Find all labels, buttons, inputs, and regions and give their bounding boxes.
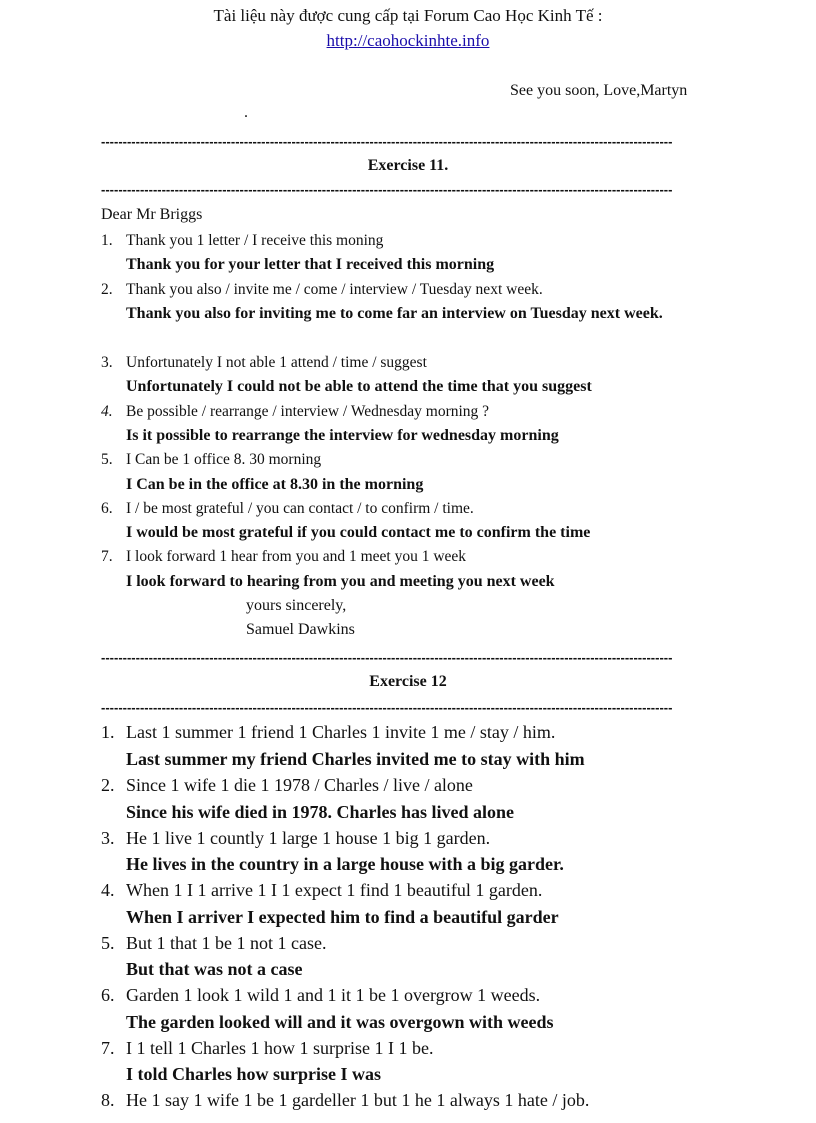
item-answer: I would be most grateful if you could contact me to confirm the time [126, 524, 591, 541]
item-prompt: He 1 say 1 wife 1 be 1 gardeller 1 but 1 he 1 always 1 hate / job. [126, 1090, 590, 1110]
item-number: 5. [101, 933, 115, 953]
item-prompt: But 1 that 1 be 1 not 1 case. [126, 933, 327, 953]
item-prompt: Thank you 1 letter / I receive this moning [126, 232, 384, 249]
item-prompt: He 1 live 1 countly 1 large 1 house 1 big 1 garden. [126, 828, 491, 848]
item-number: 3. [101, 828, 115, 848]
item-number: 7. [101, 548, 113, 565]
item-prompt: I look forward 1 hear from you and 1 meet you 1 week [126, 548, 467, 565]
divider: ------------------------------------------------------------------------------------------------------------------------------------ [101, 134, 673, 149]
forum-link-row [0, 31, 816, 51]
item-answer: Last summer my friend Charles invited me to stay with him [126, 749, 585, 769]
item-answer: Thank you also for inviting me to come far an interview on Tuesday next week. [126, 305, 663, 322]
item-number: 4. [101, 403, 113, 420]
item-answer: But that was not a case [126, 959, 303, 979]
item-prompt: Unfortunately I not able 1 attend / time / suggest [126, 354, 427, 371]
item-number: 6. [101, 500, 113, 517]
divider: ------------------------------------------------------------------------------------------------------------------------------------ [101, 700, 673, 715]
item-prompt: Garden 1 look 1 wild 1 and 1 it 1 be 1 overgrow 1 weeds. [126, 985, 541, 1005]
item-answer: I look forward to hearing from you and meeting you next week [126, 573, 555, 590]
item-prompt: When 1 I 1 arrive 1 I 1 expect 1 find 1 beautiful 1 garden. [126, 880, 543, 900]
exercise-12-title: Exercise 12 [369, 673, 447, 690]
item-prompt: Last 1 summer 1 friend 1 Charles 1 invite 1 me / stay / him. [126, 722, 556, 742]
item-answer: Since his wife died in 1978. Charles has lived alone [126, 802, 515, 822]
divider: ------------------------------------------------------------------------------------------------------------------------------------ [101, 182, 673, 197]
item-answer: When I arriver I expected him to find a beautiful garder [126, 907, 559, 927]
item-prompt: Be possible / rearrange / interview / Wednesday morning ? [126, 403, 490, 420]
letter-closing: yours sincerely, [246, 597, 347, 614]
item-number: 6. [101, 985, 115, 1005]
item-number: 5. [101, 451, 113, 468]
item-number: 4. [101, 880, 115, 900]
forum-link[interactable]: http://caohockinhte.info [326, 31, 490, 50]
item-answer: Is it possible to rearrange the interview for wednesday morning [126, 427, 559, 444]
exercise-11-title: Exercise 11. [367, 157, 449, 174]
item-prompt: I / be most grateful / you can contact / to confirm / time. [126, 500, 474, 517]
stray-dot: . [244, 104, 248, 121]
item-prompt: I 1 tell 1 Charles 1 how 1 surprise 1 I 1 be. [126, 1038, 434, 1058]
divider: ------------------------------------------------------------------------------------------------------------------------------------ [101, 650, 673, 665]
item-answer: I Can be in the office at 8.30 in the morning [126, 476, 424, 493]
item-answer: The garden looked will and it was overgown with weeds [126, 1012, 554, 1032]
letter-signoff: See you soon, Love,Martyn [510, 82, 688, 99]
item-number: 2. [101, 775, 115, 795]
item-answer: Thank you for your letter that I received this morning [126, 256, 495, 273]
item-number: 1. [101, 232, 113, 249]
forum-header-text: Tài liệu này được cung cấp tại Forum Cao Học Kinh Tế : [213, 6, 603, 25]
letter-signature: Samuel Dawkins [246, 621, 355, 638]
item-answer: Unfortunately I could not be able to attend the time that you suggest [126, 378, 592, 395]
item-number: 7. [101, 1038, 115, 1058]
item-number: 8. [101, 1090, 115, 1110]
item-answer: I told Charles how surprise I was [126, 1064, 382, 1084]
item-prompt: Thank you also / invite me / come / interview / Tuesday next week. [126, 281, 543, 298]
item-number: 3. [101, 354, 113, 371]
item-number: 2. [101, 281, 113, 298]
item-number: 1. [101, 722, 115, 742]
item-prompt: I Can be 1 office 8. 30 morning [126, 451, 322, 468]
salutation: Dear Mr Briggs [101, 206, 203, 223]
item-prompt: Since 1 wife 1 die 1 1978 / Charles / live / alone [126, 775, 473, 795]
item-answer: He lives in the country in a large house with a big garder. [126, 854, 564, 874]
